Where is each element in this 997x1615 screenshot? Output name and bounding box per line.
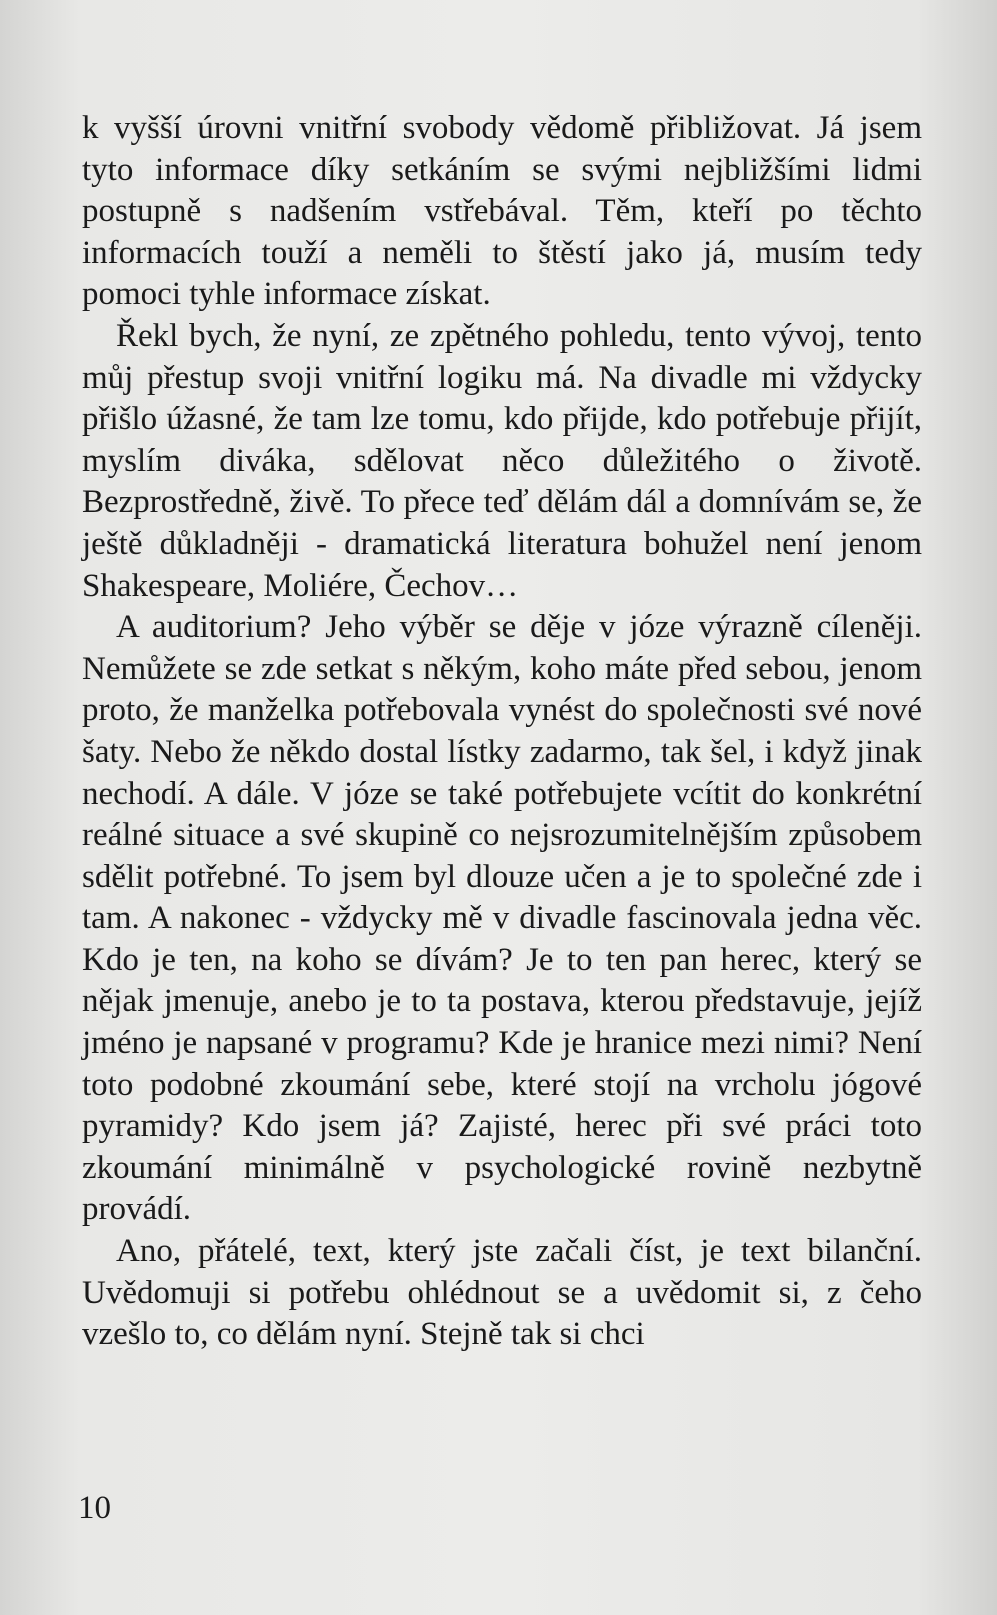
body-text [82,108,922,1356]
paragraph-1: k vyšší úrovni vnitřní svobody vědomě přibližovat. Já jsem tyto informace díky setkáním se svými nejbližšími lidmi postupně s nadšením vstřebával. Těm, kteří po těchto informacích touží a neměli to štěstí jako já, musím tedy pomoci tyhle informace získat. [82,110,922,313]
page-number: 10 [78,1490,111,1526]
paragraph-4: Ano, přátelé, text, který jste začali číst, je text bilanční. Uvědomuji si potřebu ohlédnout se a uvědomit si, z čeho vzešlo to, co dělám nyní. Stejně tak si chci [82,1233,922,1353]
paragraph-3: A auditorium? Jeho výběr se děje v józe výrazně cíleněji. Nemůžete se zde setkat s někým, koho máte před sebou, jenom proto, že manželka potřebovala vynést do společnosti své nové šaty. Nebo že někdo dostal lístky zadarmo, tak šel, i když jinak nechodí. A dále. V józe se také potřebujete vcítit do konkrétní reálné situace a své skupině co nejsrozumitelnějším způsobem sdělit potřebné. To jsem byl dlouze učen a je to společné zde i tam. A nakonec - vždycky mě v divadle fascinovala jedna věc. Kdo je ten, na koho se dívám? Je to ten pan herec, který se nějak jmenuje, anebo je to ta postava, kterou představuje, jejíž jméno je napsané v programu? Kde je hranice mezi nimi? Není toto podobné zkoumání sebe, které stojí na vrcholu jógové pyramidy? Kdo jsem já? Zajisté, herec při své práci toto zkoumání minimálně v psychologické rovině nezbytně provádí. [82,609,922,1228]
paragraph-2: Řekl bych, že nyní, ze zpětného pohledu, tento vývoj, tento můj přestup svoji vnitřní logiku má. Na divadle mi vždycky přišlo úžasné, že tam lze tomu, kdo přijde, kdo potřebuje přijít, myslím diváka, sdělovat něco důležitého o životě. Bezprostředně, živě. To přece teď dělám dál a domnívám se, že ještě důkladněji - dramatická literatura bohužel není jenom Shakespeare, Moliére, Čechov… [82,317,922,604]
